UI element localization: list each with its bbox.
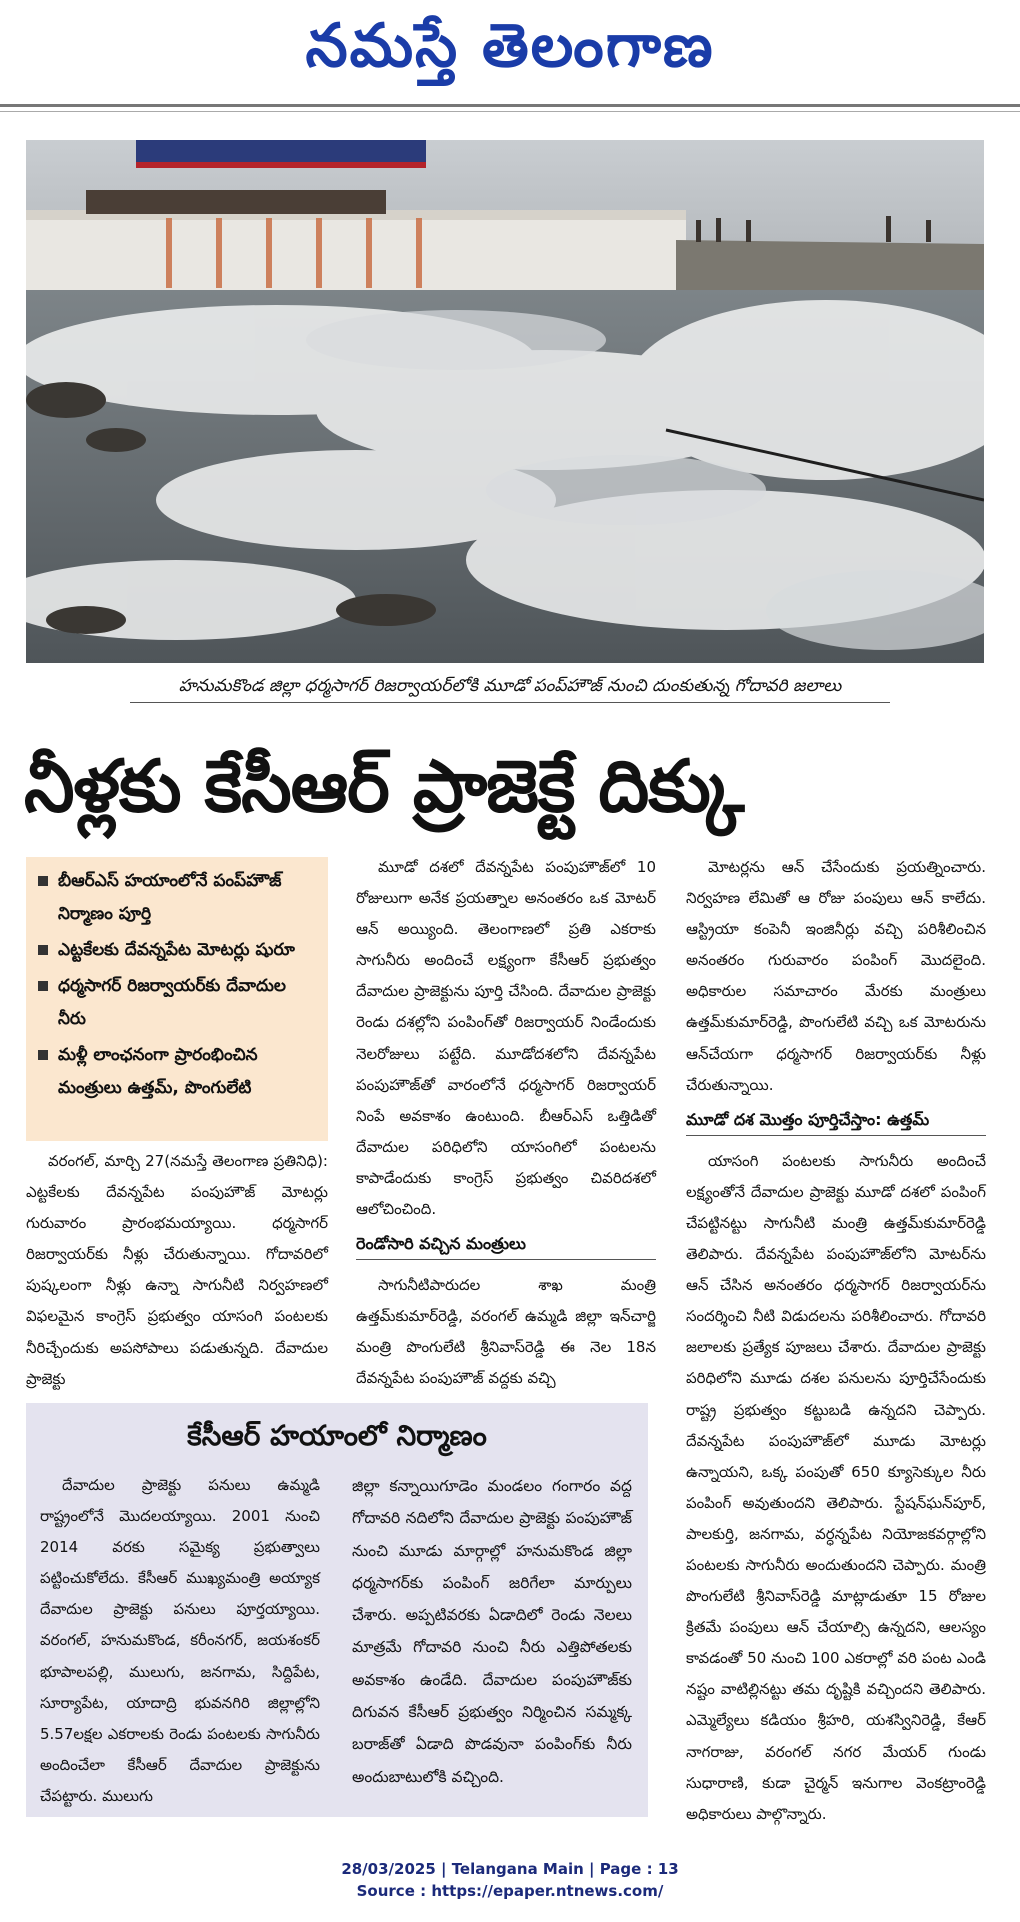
article-column-3	[686, 852, 986, 1830]
masthead-rule	[0, 104, 1020, 107]
subheading: మూడో దశ మొత్తం పూర్తిచేస్తాం: ఉత్తమ్	[686, 1105, 986, 1136]
article-photo	[26, 140, 984, 663]
page-footer	[0, 1858, 1020, 1902]
sidebar-box-title: కేసీఆర్ హయాంలో నిర్మాణం	[187, 1419, 487, 1452]
article-headline: నీళ్లకు కేసీఆర్ ప్రాజెక్టే దిక్కు	[24, 744, 744, 828]
sidebar-paragraph: జిల్లా కన్నాయిగూడెం మండలం గంగారం వద్ద గోదావరి నదిలోని దేవాదుల ప్రాజెక్టు పంపుహౌజ్ నుంచి మూడు మార్గాల్లో హనుమకొండ జిల్లా ధర్మసాగర్‌కు పంపింగ్ జరిగేలా మార్పులు చేశారు. అప్పటివరకు ఏడాదిలో రెండు నెలలు మాత్రమే గోదావరి నుంచి నీరు ఎత్తిపోతలకు అవకాశం ఉండేది. దేవాదుల పంపుహౌజ్‌కు దిగువన కేసీఆర్ ప్రభుత్వం నిర్మించిన సమ్మక్క బరాజ్‌తో ఏడాది పొడవునా పంపింగ్‌కు నీరు అందుబాటులోకి వచ్చింది.	[352, 1477, 632, 1786]
article-column-1	[26, 1146, 328, 1395]
highlight-item: బీఆర్‌ఎస్ హయాంలోనే పంప్‌హౌజ్ నిర్మాణం పూర్తి	[36, 865, 318, 931]
reservoir-water-photo	[26, 140, 984, 663]
masthead-rule-thin	[0, 111, 1020, 112]
highlight-item: మళ్లీ లాంఛనంగా ప్రారంభించిన మంత్రులు ఉత్తమ్, పొంగులేటి	[36, 1039, 318, 1105]
edition-info: 28/03/2025 | Telangana Main | Page : 13	[341, 1860, 679, 1878]
sidebar-box-column-2	[352, 1470, 632, 1793]
masthead	[0, 0, 1020, 100]
newspaper-logo: నమస్తే తెలంగాణ	[305, 11, 715, 81]
highlight-item: ఎట్టకేలకు దేవన్నపేట మోటర్లు షురూ	[36, 934, 318, 967]
sidebar-paragraph: దేవాదుల ప్రాజెక్టు పనులు ఉమ్మడి రాష్ట్రంలోనే మొదలయ్యాయి. 2001 నుంచి 2014 వరకు సమైక్య ప్రభుత్వాలు పట్టించుకోలేదు. కేసీఆర్ ముఖ్యమంత్రి అయ్యాక దేవాదుల ప్రాజెక్టు పనులు పూర్తయ్యాయి. వరంగల్, హనుమకొండ, కరీంనగర్, జయశంకర్ భూపాలపల్లి, ములుగు, జనగామ, సిద్దిపేట, సూర్యాపేట, యాదాద్రి భువనగిరి జిల్లాల్లోని 5.57లక్షల ఎకరాలకు రెండు పంటలకు సాగునీరు అందించేలా కేసీఆర్ దేవాదుల ప్రాజెక్టును చేపట్టారు. ములుగు	[40, 1476, 320, 1805]
highlights-list	[36, 865, 318, 1105]
subheading: రెండోసారి వచ్చిన మంత్రులు	[356, 1229, 656, 1260]
source-link[interactable]: Source : https://epaper.ntnews.com/	[356, 1882, 664, 1900]
photo-caption: హనుమకొండ జిల్లా ధర్మసాగర్ రిజర్వాయర్‌లోకి మూడో పంప్‌హౌజ్ నుంచి దుంకుతున్న గోదావరి జలాలు	[130, 672, 890, 703]
article-paragraph: సాగునీటిపారుదల శాఖ మంత్రి ఉత్తమ్‌కుమార్‌రెడ్డి, వరంగల్ ఉమ్మడి జిల్లా ఇన్‌చార్జి మంత్రి పొంగులేటి శ్రీనివాస్‌రెడ్డి ఈ నెల 18న దేవన్నపేట పంపుహౌజ్ వద్దకు వచ్చి	[356, 1276, 656, 1388]
highlights-box	[26, 857, 328, 1141]
highlight-item: ధర్మసాగర్ రిజర్వాయర్‌కు దేవాదుల నీరు	[36, 970, 318, 1036]
article-paragraph: యాసంగి పంటలకు సాగునీరు అందించే లక్ష్యంతోనే దేవాదుల ప్రాజెక్టు మూడో దశలో పంపింగ్ చేపట్టినట్టు సాగునీటి మంత్రి ఉత్తమ్‌కుమార్‌రెడ్డి తెలిపారు. దేవన్నపేట పంపుహౌజ్‌లోని మోటర్‌ను ఆన్ చేసిన అనంతరం ధర్మసాగర్ రిజర్వాయర్‌ను సందర్శించి నీటి విడుదలను పరిశీలించారు. గోదావరి జలాలకు ప్రత్యేక పూజలు చేశారు. దేవాదుల ప్రాజెక్టు పరిధిలోని మూడు దశల పనులను పూర్తిచేసేందుకు రాష్ట్ర ప్రభుత్వం కట్టుబడి ఉన్నదని చెప్పారు. దేవన్నపేట పంపుహౌజ్‌లో మూడు మోటర్లు ఉన్నాయని, ఒక్క పంపుతో 650 క్యూసెక్కుల నీరు పంపింగ్ అవుతుందని తెలిపారు. స్టేషన్‌ఘన్‌పూర్, పాలకుర్తి, జనగామ, వర్ధన్నపేట నియోజకవర్గాల్లోని పంటలకు సాగునీరు అందుతుందని చెప్పారు. మంత్రి పొంగులేటి శ్రీనివాస్‌రెడ్డి మాట్లాడుతూ 15 రోజుల క్రితమే పంపులు ఆన్ చేయాల్సి ఉన్నదని, ఆలస్యం కావడంతో 50 నుంచి 100 ఎకరాల్లో వరి పంట ఎండి నష్టం వాటిల్లినట్టు తమ దృష్టికి వచ్చిందని తెలిపారు. ఎమ్మెల్యేలు కడియం శ్రీహరి, యశస్వినిరెడ్డి, కేఆర్ నాగరాజు, వరంగల్ నగర మేయర్ గుండు సుధారాణి, కుడా చైర్మన్ ఇనుగాల వెంకట్రాంరెడ్డి అధికారులు పాల్గొన్నారు.	[686, 1151, 986, 1823]
article-paragraph: వరంగల్, మార్చి 27(నమస్తే తెలంగాణ ప్రతినిధి): ఎట్టకేలకు దేవన్నపేట పంపుహౌజ్ మోటర్లు గురువారం ప్రారంభమయ్యాయి. ధర్మసాగర్ రిజర్వాయర్‌కు నీళ్లు చేరుతున్నాయి. గోదావరిలో పుష్కలంగా నీళ్లు ఉన్నా సాగునీటి నిర్వహణలో విఫలమైన కాంగ్రెస్ ప్రభుత్వం యాసంగి పంటలకు నీరిచ్చేందుకు అపసోపాలు పడుతున్నది. దేవాదుల ప్రాజెక్టు	[26, 1152, 328, 1388]
article-paragraph: మూడో దశలో దేవన్నపేట పంపుహౌజ్‌లో 10 రోజులుగా అనేక ప్రయత్నాల అనంతరం ఒక మోటర్ ఆన్ అయ్యింది. తెలంగాణలో ప్రతి ఎకరాకు సాగునీరు అందించే లక్ష్యంగా కేసీఆర్ ప్రభుత్వం దేవాదుల ప్రాజెక్టును పూర్తి చేసింది. దేవాదుల ప్రాజెక్టు రెండు దశల్లోని పంపింగ్‌తో రిజర్వాయర్ నిండేందుకు నెలరోజులు పట్టేది. మూడోదశలోని దేవన్నపేట పంపుహౌజ్‌తో వారంలోనే ధర్మసాగర్ రిజర్వాయర్ నింపే అవకాశం ఉంటుంది. బీఆర్‌ఎస్ ఒత్తిడితో దేవాదుల పరిధిలోని యాసంగిలో పంటలను కాపాడేందుకు కాంగ్రెస్ ప్రభుత్వం చివరిదశలో ఆలోచించింది.	[356, 858, 656, 1219]
article-column-2	[356, 852, 656, 1395]
article-paragraph: మోటర్లను ఆన్ చేసేందుకు ప్రయత్నించారు. నిర్వహణ లేమితో ఆ రోజు పంపులు ఆన్ కాలేదు. ఆస్ట్రియా కంపెనీ ఇంజినీర్లు వచ్చి పరిశీలించిన అనంతరం గురువారం పంపింగ్ మొదలైంది. అధికారుల సమాచారం మేరకు మంత్రులు ఉత్తమ్‌కుమార్‌రెడ్డి, పొంగులేటి వచ్చి ఒక మోటరును ఆన్‌చేయగా ధర్మసాగర్ రిజర్వాయర్‌కు నీళ్లు చేరుతున్నాయి.	[686, 858, 986, 1094]
sidebar-box-column-1	[40, 1470, 320, 1812]
